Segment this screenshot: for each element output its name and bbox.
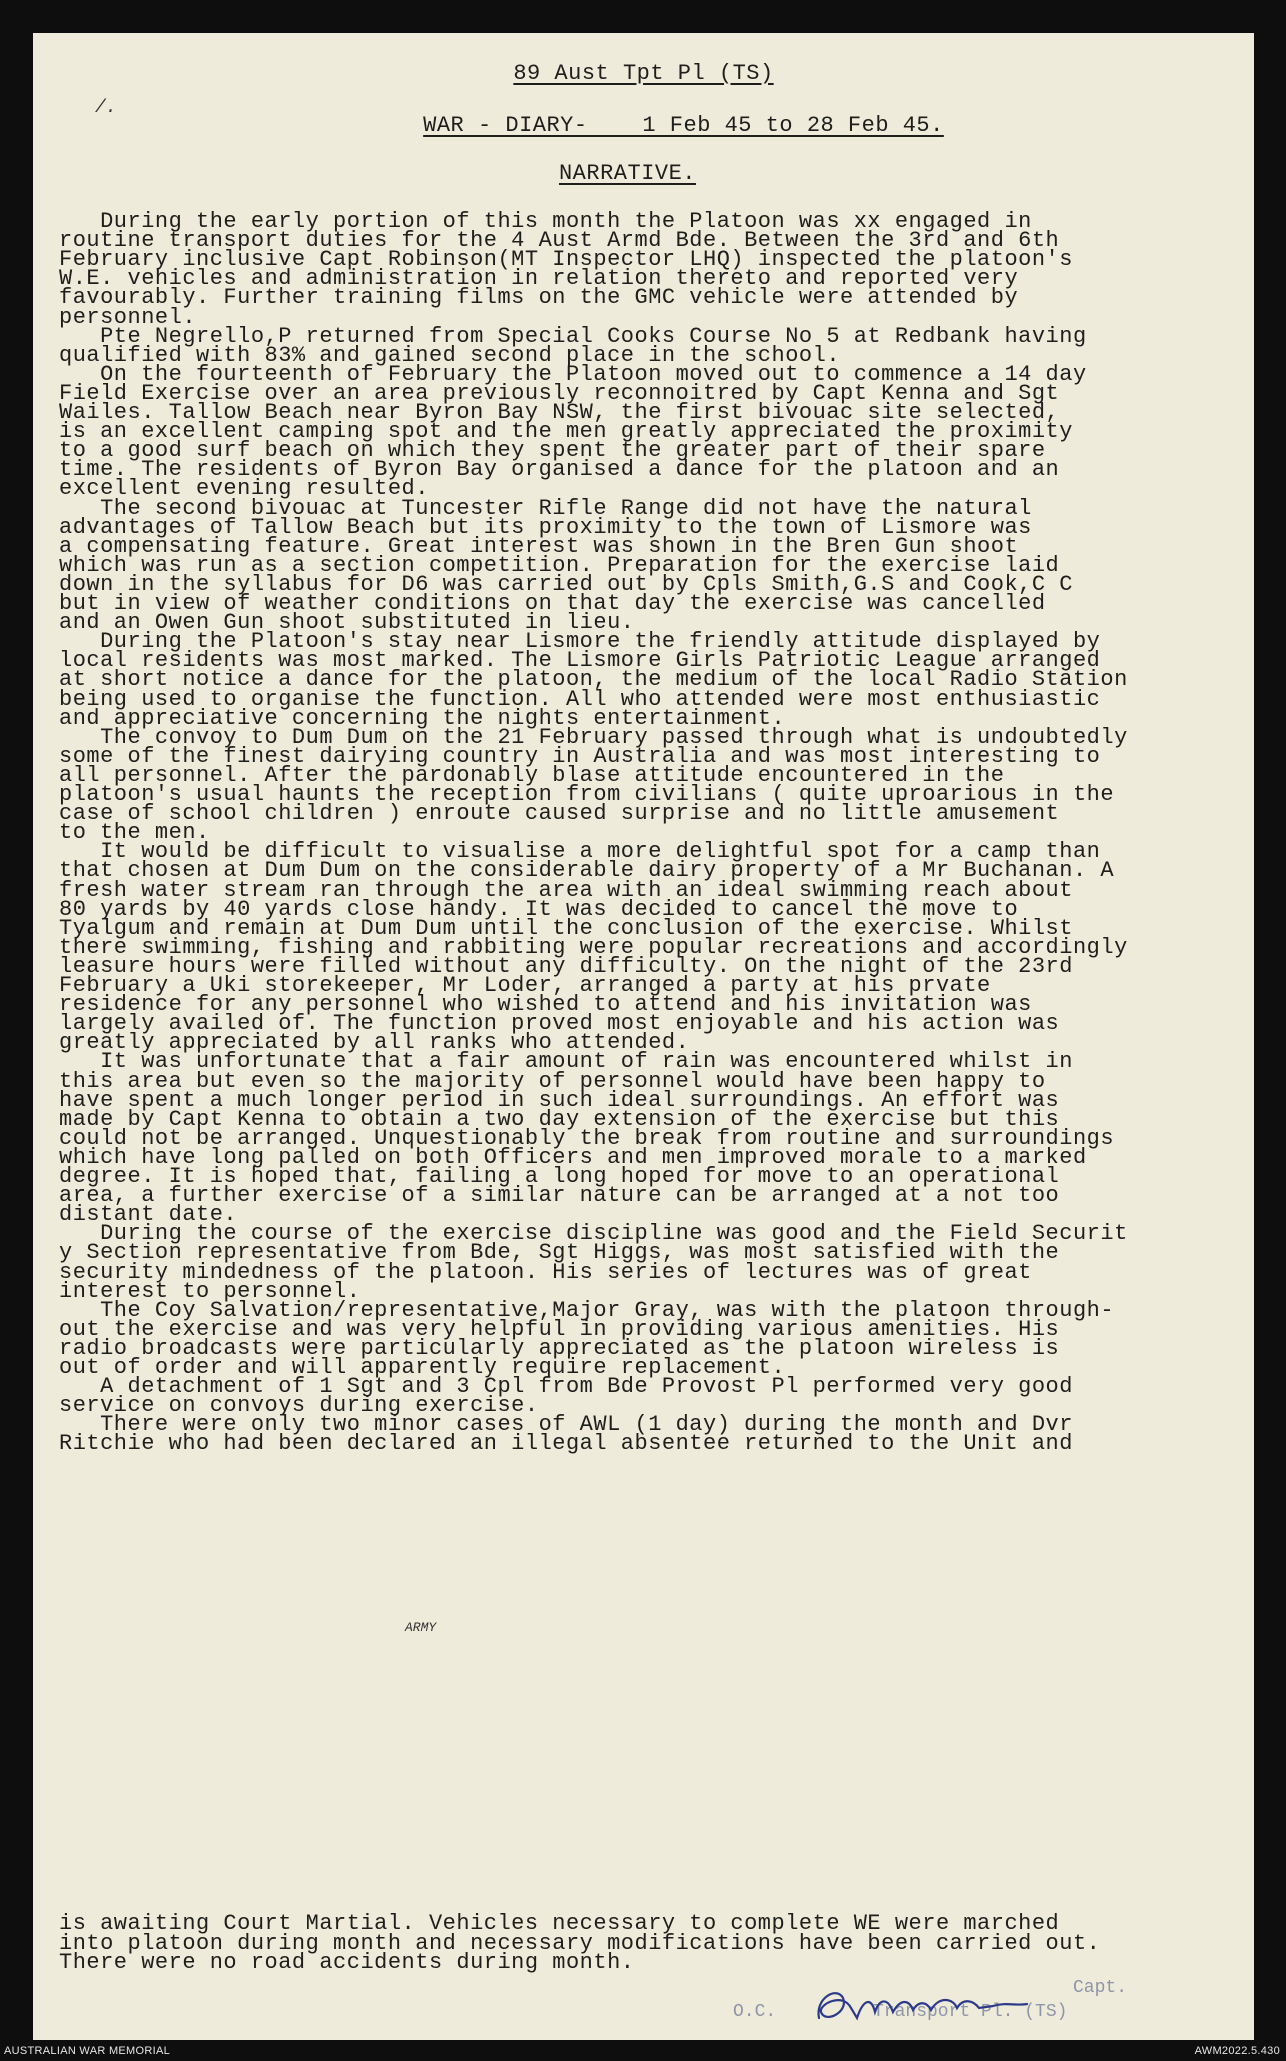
body-line: into platoon during month and necessary modifications have been carried out. (59, 1930, 1101, 1956)
signature-stamp (733, 1978, 1153, 2036)
body-line: is awaiting Court Martial. Vehicles necessary to complete WE were marched (59, 1911, 1060, 1936)
footer-left: AUSTRALIAN WAR MEMORIAL (4, 2045, 171, 2057)
body-line: and an Owen Gun shoot substituted in lieu. (59, 610, 635, 636)
body-line: During the early portion of this month the Platoon was xx engaged in (59, 209, 1032, 234)
body-line: area, a further exercise of a similar nature can be arranged at a not too (59, 1183, 1060, 1209)
body-line: distant date. (59, 1202, 238, 1228)
body-line: which have long palled on both Officers and men improved morale to a marked (59, 1144, 1087, 1170)
body-line: degree. It is hoped that, failing a long hoped for move to an operational (59, 1164, 1060, 1189)
body-line: time. The residents of Byron Bay organised a dance for the platoon and an (59, 457, 1060, 483)
body-line: at short notice a dance for the platoon, the medium of the local Radio Station (59, 667, 1128, 693)
body-line: The second bivouac at Tuncester Rifle Range did not have the natural (59, 495, 1032, 521)
body-line: The convoy to Dum Dum on the 21 February passed through what is undoubtedly (59, 724, 1128, 750)
signature-image (813, 1978, 1073, 2036)
body-line: y Section representative from Bde, Sgt Higgs, was most satisfied with the (59, 1240, 1060, 1266)
body-line: There were only two minor cases of AWL (1 day) during the month and Dvr (59, 1412, 1073, 1438)
body-line: this area but even so the majority of personnel would have been happy to (59, 1068, 1046, 1094)
body-line: During the Platoon's stay near Lismore the friendly attitude displayed by (59, 629, 1101, 655)
body-line: made by Capt Kenna to obtain a two day extension of the exercise but this (59, 1106, 1060, 1132)
body-line: February a Uki storekeeper, Mr Loder, arranged a party at his prvate (59, 973, 991, 998)
body-line: out the exercise and was very helpful in providing various amenities. His (59, 1316, 1060, 1342)
body-line: February inclusive Capt Robinson(MT Inspector LHQ) inspected the platoon's (59, 247, 1073, 273)
body-line: leasure hours were filled without any difficulty. On the night of the 23rd (59, 953, 1073, 979)
body-line: there swimming, fishing and rabbiting were popular recreations and accordingly (59, 934, 1128, 960)
unit-heading: 89 Aust Tpt Pl (TS) (513, 61, 774, 86)
body-line: excellent evening resulted. (59, 476, 429, 502)
body-line: Pte Negrello,P returned from Special Cooks Course No 5 at Redbank having (59, 323, 1087, 349)
body-line: interest to personnel. (59, 1278, 361, 1304)
body-line: which was run as a section competition. Preparation for the exercise laid (59, 552, 1060, 578)
body-line: It was unfortunate that a fair amount of rain was encountered whilst in (59, 1049, 1073, 1075)
body-line: favourably. Further training films on the GMC vehicle were attended by (59, 285, 1019, 311)
body-line: to the men. (59, 820, 210, 846)
body-line: a compensating feature. Great interest was shown in the Bren Gun shoot (59, 533, 1019, 559)
body-line: platoon's usual haunts the reception from civilians ( quite uproarious in the (59, 782, 1115, 807)
body-line: advantages of Tallow Beach but its proximity to the town of Lismore was (59, 514, 1032, 540)
body-line: largely availed of. The function proved most enjoyable and his action was (59, 1011, 1060, 1037)
stamp-unit: Transport Pl. (TS) (873, 2002, 1068, 2022)
body-line: greatly appreciated by all ranks who attended. (59, 1030, 690, 1056)
body-line: is an excellent camping spot and the men greatly appreciated the proximity (59, 419, 1073, 445)
body-line: fresh water stream ran through the area with an ideal swimming reach about (59, 877, 1073, 903)
diary-title: WAR - DIARY- 1 Feb 45 to 28 Feb 45. (423, 113, 944, 138)
body-line: Tyalgum and remain at Dum Dum until the conclusion of the exercise. Whilst (59, 915, 1073, 941)
body-line: could not be arranged. Unquestionably the break from routine and surroundings (59, 1125, 1115, 1151)
section-heading: NARRATIVE. (558, 161, 697, 186)
body-line: qualified with 83% and gained second place in the school. (59, 342, 841, 368)
body-line: On the fourteenth of February the Platoon moved out to commence a 14 day (59, 361, 1087, 387)
handwritten-insert: ARMY (405, 1620, 437, 1635)
margin-mark: /. (95, 98, 117, 118)
stamp-rank: Capt. (1073, 1978, 1128, 1998)
body-line: routine transport duties for the 4 Aust Armd Bde. Between the 3rd and 6th (59, 228, 1060, 254)
body-line: security mindedness of the platoon. His series of lectures was of great (59, 1259, 1032, 1285)
body-line: being used to organise the function. All who attended were most enthusiastic (59, 686, 1101, 712)
body-line: personnel. (59, 304, 197, 330)
body-line: Ritchie who had been declared an illegal absentee returned to the Unit and (59, 1431, 1073, 1457)
body-line: some of the finest dairying country in Australia and was most interesting to (59, 743, 1101, 769)
body-line: residence for any personnel who wished to attend and his invitation was (59, 992, 1032, 1018)
body-line: The Coy Salvation/representative,Major Gray, was with the platoon through- (59, 1297, 1115, 1323)
footer-right: AWM2022.5.430 (1194, 2045, 1280, 2057)
body-line: A detachment of 1 Sgt and 3 Cpl from Bde Provost Pl performed very good (59, 1374, 1073, 1400)
body-line: case of school children ) enroute caused surprise and no little amusement (59, 801, 1060, 827)
body-line: down in the syllabus for D6 was carried out by Cpls Smith,G.S and Cook,C C (59, 571, 1073, 597)
stamp-oc: O.C. (733, 2002, 777, 2022)
body-line: There were no road accidents during month. (59, 1950, 635, 1975)
body-line: out of order and will apparently require replacement. (59, 1355, 786, 1380)
body-line: have spent a much longer period in such ideal surroundings. An effort was (59, 1087, 1060, 1113)
body-line: local residents was most marked. The Lismore Girls Patriotic League arranged (59, 648, 1101, 674)
body-line: Field Exercise over an area previously reconnoitred by Capt Kenna and Sgt (59, 380, 1060, 406)
body-line: During the course of the exercise discipline was good and the Field Securit (59, 1221, 1128, 1247)
body-line: It would be difficult to visualise a more delightful spot for a camp than (59, 839, 1101, 865)
diary-page (33, 33, 1254, 2040)
body-line: W.E. vehicles and administration in relation thereto and reported very (59, 266, 1019, 292)
body-line: 80 yards by 40 yards close handy. It was decided to cancel the move to (59, 896, 1019, 922)
body-line: that chosen at Dum Dum on the considerable dairy property of a Mr Buchanan. A (59, 858, 1115, 884)
body-line: all personnel. After the pardonably blase attitude encountered in the (59, 762, 1005, 788)
body-line: to a good surf beach on which they spent the greater part of their spare (59, 438, 1046, 464)
body-line: radio broadcasts were particularly appreciated as the platoon wireless is (59, 1335, 1060, 1361)
body-line: but in view of weather conditions on that day the exercise was cancelled (59, 591, 1046, 616)
body-line: and appreciative concerning the nights entertainment. (59, 705, 786, 731)
body-line: service on convoys during exercise. (59, 1393, 539, 1419)
body-line: Wailes. Tallow Beach near Byron Bay NSW, the first bivouac site selected, (59, 400, 1060, 425)
